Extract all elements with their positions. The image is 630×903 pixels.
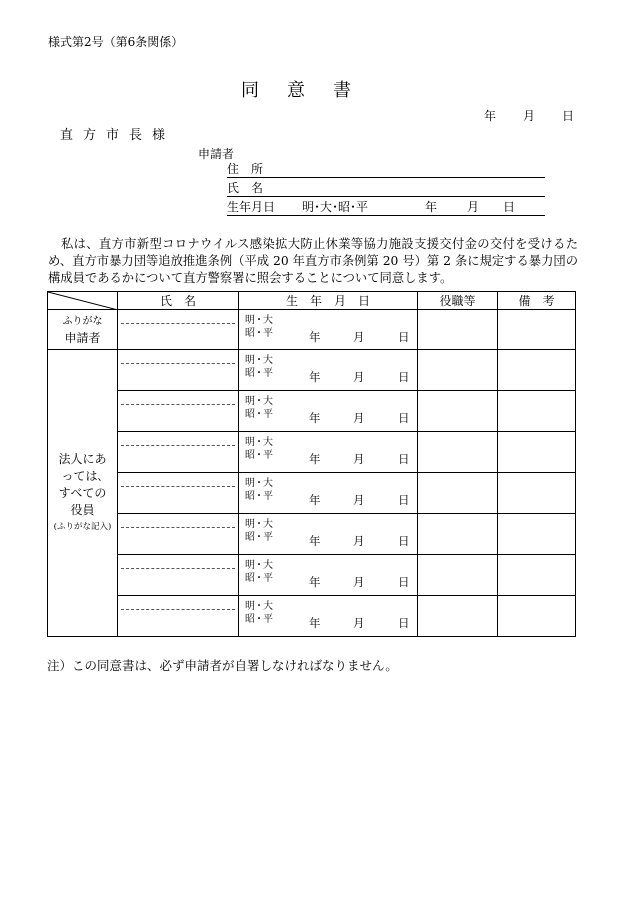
position-input-cell[interactable] xyxy=(418,310,498,350)
position-input-cell[interactable] xyxy=(418,350,498,391)
name-input-cell[interactable] xyxy=(118,310,239,350)
remarks-input-cell[interactable] xyxy=(498,310,576,350)
table-row xyxy=(48,555,576,596)
position-input-cell[interactable] xyxy=(418,555,498,596)
dob-input-cell[interactable]: 明・大 昭・平 年 月 日 xyxy=(239,514,418,555)
position-input-cell[interactable] xyxy=(418,473,498,514)
diagonal-header-cell xyxy=(48,292,118,310)
name-input-cell[interactable] xyxy=(118,350,239,391)
name-input-cell[interactable] xyxy=(118,596,239,637)
officer-note: (ふりがな記入) xyxy=(53,521,112,532)
addressee: 直方市長様 xyxy=(60,128,176,143)
address-field[interactable] xyxy=(227,160,545,178)
table-header-row xyxy=(48,292,576,310)
dob-day: 日 xyxy=(503,200,516,214)
position-input-cell[interactable] xyxy=(418,391,498,432)
furigana-label: ふりがな xyxy=(62,315,103,327)
date-day-label: 日 xyxy=(562,109,575,123)
dob-year: 年 xyxy=(425,200,438,214)
diagonal-line xyxy=(48,292,118,310)
name-label: 氏 名 xyxy=(227,181,264,195)
remarks-input-cell[interactable] xyxy=(498,473,576,514)
era-options: 明・大 昭・平 xyxy=(245,519,272,543)
remarks-input-cell[interactable] xyxy=(498,514,576,555)
name-field[interactable] xyxy=(227,179,545,197)
dob-field[interactable] xyxy=(227,198,545,216)
officer-table xyxy=(47,291,576,637)
era-options: 明・大 昭・平 xyxy=(245,601,272,625)
table-row xyxy=(48,391,576,432)
name-input-cell[interactable] xyxy=(118,514,239,555)
table-row xyxy=(48,514,576,555)
era-options: 明・大 昭・平 xyxy=(245,396,272,420)
era-options: 明・大 昭・平 xyxy=(245,560,272,584)
dob-input-cell[interactable]: 明・大 昭・平 年 月 日 xyxy=(239,432,418,473)
officer-row-label xyxy=(48,350,118,637)
consent-body-text: 私は、直方市新型コロナウイルス感染拡大防止休業等協力施設支援交付金の交付を受けるため、直方市暴力団等追放推進条例（平成 20 年直方市条例第 20 号）第 2 条に規定する暴力団の構成員であるかについて直方警察署に照会することについて同意します。 xyxy=(48,237,578,285)
date-month-label: 月 xyxy=(523,109,536,123)
era-options: 明・大 昭・平 xyxy=(245,315,272,339)
applicant-label: 申請者 xyxy=(64,330,101,345)
era-options: 明・大 昭・平 xyxy=(245,437,272,461)
table-row xyxy=(48,310,576,350)
remarks-input-cell[interactable] xyxy=(498,391,576,432)
dob-input-cell[interactable]: 明・大 昭・平 年 月 日 xyxy=(239,350,418,391)
position-input-cell[interactable] xyxy=(418,432,498,473)
header-name: 氏 名 xyxy=(118,292,239,310)
remarks-input-cell[interactable] xyxy=(498,555,576,596)
name-input-cell[interactable] xyxy=(118,432,239,473)
document-title: 同意書 xyxy=(241,80,379,101)
dob-input-cell[interactable]: 明・大 昭・平 年 月 日 xyxy=(239,310,418,350)
name-input-cell[interactable] xyxy=(118,473,239,514)
signature-note: 注）この同意書は、必ず申請者が自署しなければなりません。 xyxy=(47,658,398,673)
applicant-heading: 申請者 xyxy=(198,147,235,161)
dob-input-cell[interactable]: 明・大 昭・平 年 月 日 xyxy=(239,391,418,432)
era-options: 明・大 昭・平 xyxy=(245,478,272,502)
header-position: 役職等 xyxy=(418,292,498,310)
table-row xyxy=(48,350,576,391)
table-row xyxy=(48,596,576,637)
dob-input-cell[interactable]: 明・大 昭・平 年 月 日 xyxy=(239,596,418,637)
position-input-cell[interactable] xyxy=(418,514,498,555)
dob-label: 生年月日 xyxy=(227,200,276,214)
dob-input-cell[interactable]: 明・大 昭・平 年 月 日 xyxy=(239,473,418,514)
name-input-cell[interactable] xyxy=(118,391,239,432)
table-row xyxy=(48,473,576,514)
address-label: 住 所 xyxy=(227,162,264,176)
name-input-cell[interactable] xyxy=(118,555,239,596)
date-year-label: 年 xyxy=(484,109,497,123)
dob-month: 月 xyxy=(467,200,480,214)
applicant-row-label xyxy=(48,310,118,350)
era-options: 明・大 昭・平 xyxy=(245,355,272,379)
officer-label: 法人にあっては､すべての役員 xyxy=(58,451,107,517)
remarks-input-cell[interactable] xyxy=(498,432,576,473)
header-dob: 生 年 月 日 xyxy=(239,292,418,310)
remarks-input-cell[interactable] xyxy=(498,596,576,637)
remarks-input-cell[interactable] xyxy=(498,350,576,391)
dob-eras: 明･大･昭･平 xyxy=(302,200,369,214)
form-number: 様式第2号（第6条関係） xyxy=(48,35,184,49)
header-remarks: 備 考 xyxy=(498,292,576,310)
table-row xyxy=(48,432,576,473)
position-input-cell[interactable] xyxy=(418,596,498,637)
dob-input-cell[interactable]: 明・大 昭・平 年 月 日 xyxy=(239,555,418,596)
